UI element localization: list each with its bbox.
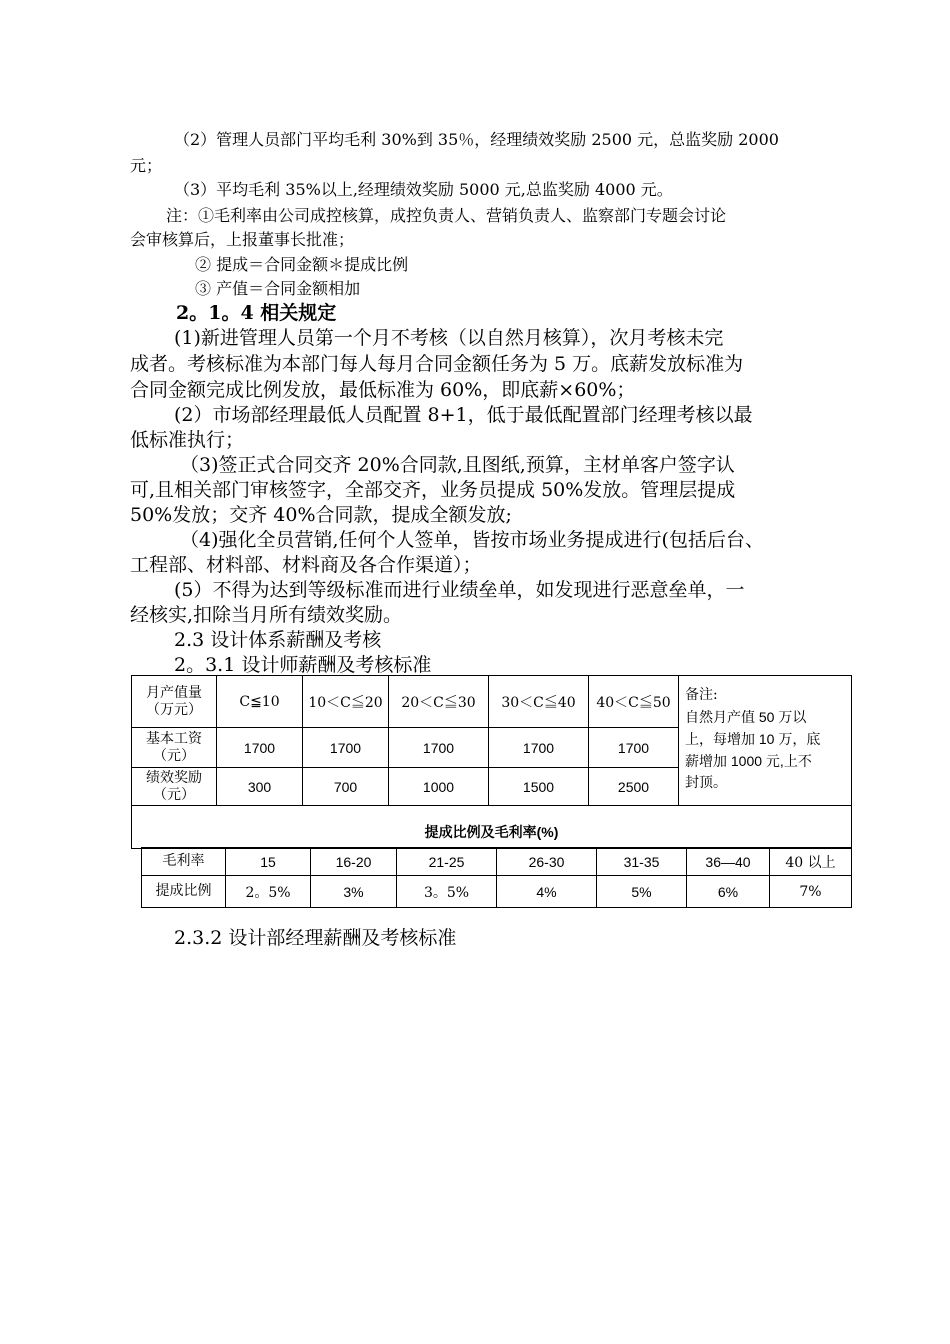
rule-4-line-1: （4)强化全员营销,任何个人签单，皆按市场业务提成进行(包括后台、 <box>180 529 764 551</box>
designer-salary-table <box>131 675 852 849</box>
table-row-margin <box>142 848 852 876</box>
note-output-formula: ③ 产值＝合同金额相加 <box>195 279 361 298</box>
range-cell: C≦10 <box>217 676 303 728</box>
section-heading-2-1-4: 2。1。4 相关规定 <box>176 302 337 324</box>
margin-cell: 40 以上 <box>770 848 852 876</box>
rate-cell: 6% <box>687 876 770 908</box>
rule-2-line-1: (2）市场部经理最低人员配置 8+1，低于最低配置部门经理考核以最 <box>174 404 753 426</box>
note-line: 上，每增加 10 万，底 <box>685 731 821 747</box>
rule-3-line-1: （3)签正式合同交齐 20%合同款,且图纸,预算，主材单客户签字认 <box>180 454 735 476</box>
section-heading-2-3-1: 2。3.1 设计师薪酬及考核标准 <box>174 654 432 676</box>
note-commission-formula: ② 提成＝合同金额＊提成比例 <box>195 255 409 274</box>
margin-cell: 36—40 <box>687 848 770 876</box>
bonus-cell: 2500 <box>589 768 679 806</box>
rate-cell: 3% <box>311 876 397 908</box>
paragraph-management-30-35: （2）管理人员部门平均毛利 30%到 35％，经理绩效奖励 2500 元，总监奖励 2000 <box>174 130 779 149</box>
margin-cell: 31-35 <box>597 848 687 876</box>
rule-5-line-1: (5）不得为达到等级标准而进行业绩垒单，如发现进行恶意垒单，一 <box>174 579 745 601</box>
section-heading-2-3: 2.3 设计体系薪酬及考核 <box>174 629 382 651</box>
range-cell: 40＜C≦50 <box>589 676 679 728</box>
bonus-cell: 700 <box>303 768 389 806</box>
rate-label: 提成比例 <box>142 876 226 908</box>
section-heading-2-3-2: 2.3.2 设计部经理薪酬及考核标准 <box>174 927 457 949</box>
bonus-cell: 1500 <box>489 768 589 806</box>
base-salary-cell: 1700 <box>217 728 303 768</box>
base-salary-cell: 1700 <box>589 728 679 768</box>
table-row-rate <box>142 876 852 908</box>
rule-3-line-3: 50%发放；交齐 40%合同款，提成全额发放; <box>130 504 512 526</box>
margin-label: 毛利率 <box>142 848 226 876</box>
rate-cell: 7% <box>770 876 852 908</box>
row-label-performance-bonus: 绩效奖励 （元） <box>132 768 217 806</box>
table-row-commission-header <box>132 806 852 849</box>
bonus-cell: 300 <box>217 768 303 806</box>
base-salary-cell: 1700 <box>303 728 389 768</box>
margin-cell: 26-30 <box>497 848 597 876</box>
note-gross-margin: 注：①毛利率由公司成控核算，成控负责人、营销负责人、监察部门专题会讨论 <box>166 206 727 225</box>
paragraph-margin-above-35: （3）平均毛利 35%以上,经理绩效奖励 5000 元,总监奖励 4000 元。 <box>174 180 673 199</box>
range-cell: 10＜C≦20 <box>303 676 389 728</box>
note-gross-margin-cont: 会审核算后，上报董事长批准； <box>130 230 355 249</box>
rule-2-line-2: 低标准执行； <box>130 429 245 451</box>
paragraph-management-30-35-cont: 元； <box>130 156 163 175</box>
rule-5-line-2: 经核实,扣除当月所有绩效奖励。 <box>130 604 403 626</box>
margin-cell: 21-25 <box>397 848 497 876</box>
margin-cell: 15 <box>226 848 311 876</box>
rule-1-line-3: 合同金额完成比例发放，最低标准为 60%，即底薪×60%； <box>130 379 636 401</box>
note-line: 薪增加 1000 元,上不 <box>685 753 812 769</box>
bonus-cell: 1000 <box>389 768 489 806</box>
base-salary-cell: 1700 <box>489 728 589 768</box>
rate-cell: 4% <box>497 876 597 908</box>
range-cell: 20＜C≦30 <box>389 676 489 728</box>
rule-1-line-1: (1)新进管理人员第一个月不考核（以自然月核算），次月考核未完 <box>174 327 724 349</box>
range-cell: 30＜C≦40 <box>489 676 589 728</box>
rate-cell: 2。5% <box>226 876 311 908</box>
row-label-monthly-output: 月产值量 （万元） <box>132 676 217 728</box>
commission-header: 提成比例及毛利率(%) <box>132 806 852 849</box>
note-line: 自然月产值 50 万以 <box>685 709 807 725</box>
rule-1-line-2: 成者。考核标准为本部门每人每月合同金额任务为 5 万。底薪发放标准为 <box>130 353 744 375</box>
margin-cell: 16-20 <box>311 848 397 876</box>
note-title: 备注: <box>685 687 718 703</box>
salary-note <box>679 676 852 806</box>
rule-4-line-2: 工程部、材料部、材料商及各合作渠道）； <box>130 554 482 576</box>
rule-3-line-2: 可,且相关部门审核签字，全部交齐，业务员提成 50%发放。管理层提成 <box>130 479 736 501</box>
base-salary-cell: 1700 <box>389 728 489 768</box>
rate-cell: 3。5% <box>397 876 497 908</box>
table-row-output-range <box>132 676 852 728</box>
rate-cell: 5% <box>597 876 687 908</box>
row-label-base-salary: 基本工资 （元） <box>132 728 217 768</box>
note-line: 封顶。 <box>685 775 727 791</box>
commission-rate-table <box>141 847 852 908</box>
